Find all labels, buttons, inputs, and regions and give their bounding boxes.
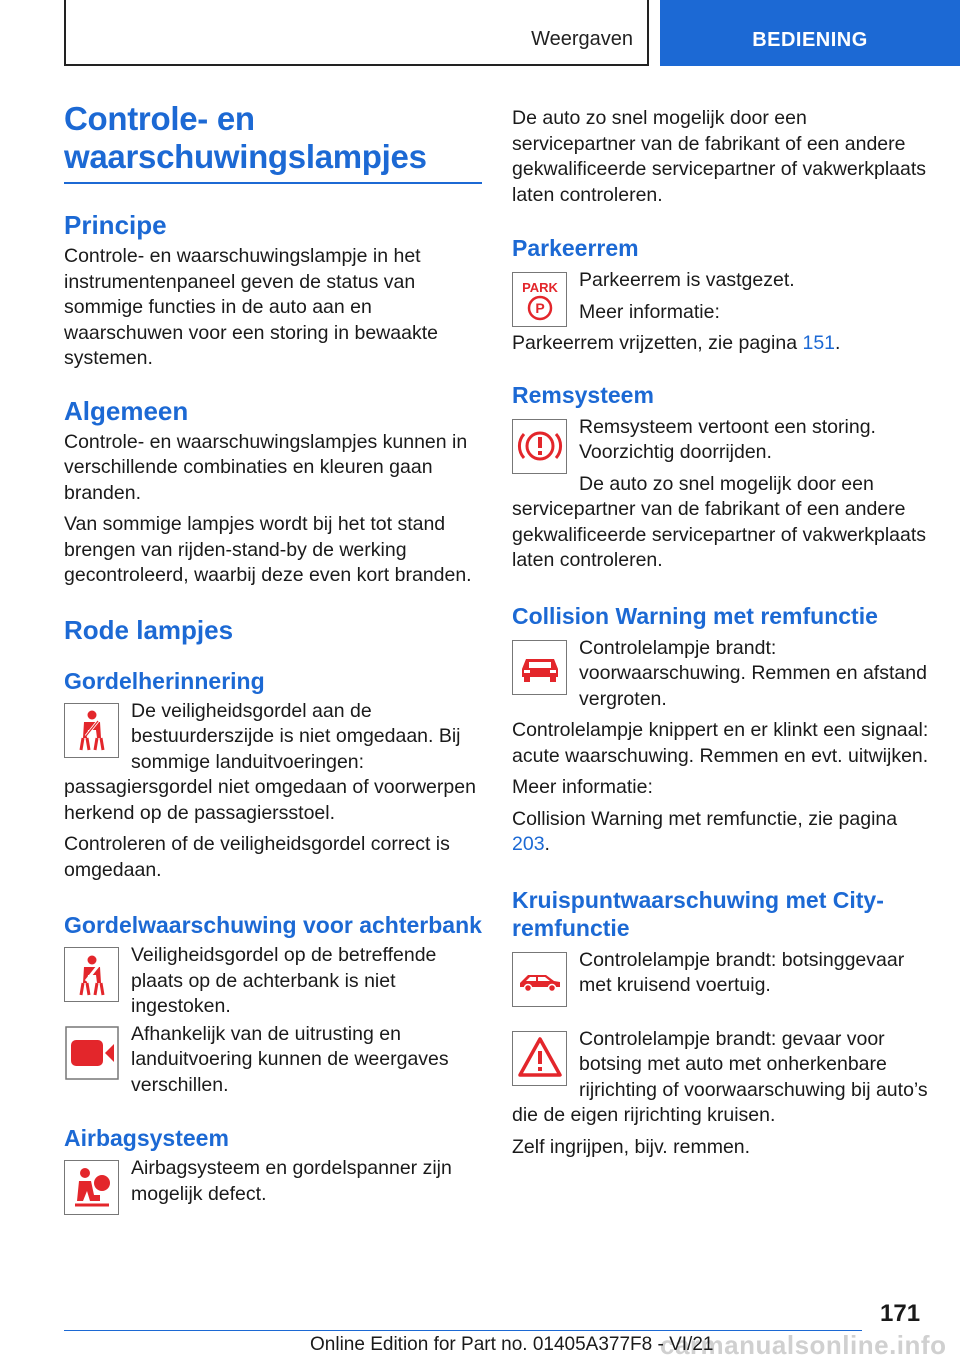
park-brake-icon — [512, 272, 567, 327]
page-number: 171 — [880, 1300, 921, 1327]
heading-gordelwaarschuwing: Gordelwaarschuwing voor achterbank — [64, 912, 482, 938]
rear-seatbelt-icon — [64, 947, 119, 1002]
heading-algemeen: Algemeen — [64, 395, 189, 426]
page-title: Controle- en waarschuwingslampjes — [64, 100, 427, 175]
text-principe: Controle- en waarschuwingslampje in het instrumentenpaneel geven de status van sommige functies in de auto aan en waarschuwen voor een storing in bewaakte systemen. — [64, 245, 438, 369]
text-kruispunt-2: Controlelampje brandt: gevaar voor botsing met auto met onherkenbare rijrichting of voorwaarschuwing bij auto’s die de eigen rijrichting kruisen. — [512, 1027, 928, 1126]
text-collision-4: Collision Warning met remfunctie, zie pagina 203. — [512, 807, 898, 855]
airbag-icon — [64, 1160, 119, 1215]
seatbelt-icon — [64, 703, 119, 758]
text-parkeerrem-3: Parkeerrem vrijzetten, zie pagina 151. — [512, 332, 841, 354]
entry-remsysteem — [512, 415, 932, 574]
header-frame — [64, 0, 649, 66]
heading-airbag: Airbagsysteem — [64, 1125, 229, 1151]
text-intro: De auto zo snel mogelijk door een servicepartner van de fabrikant of een andere gekwalificeerde servicepartner of vakwerkplaats laten controleren. — [512, 107, 927, 206]
heading-remsysteem: Remsysteem — [512, 381, 654, 408]
heading-collision: Collision Warning met remfunctie — [512, 602, 878, 629]
crossing-car-icon — [512, 952, 567, 1007]
heading-kruispunt: Kruispuntwaarschuwing met City-remfunctie — [512, 886, 884, 941]
text-gordelwaarschuwing-1: Veiligheidsgordel op de betreffende plaats op de achterbank is niet ingestoken. — [131, 944, 437, 1017]
collision-car-icon — [512, 640, 567, 695]
warning-triangle-icon — [512, 1031, 567, 1086]
entry-gordelherinnering — [64, 699, 482, 827]
text-remsysteem-1: Remsysteem vertoont een storing. Voorzichtig doorrijden. — [579, 415, 876, 463]
text-gordelherinnering-2: Controleren of de veiligheidsgordel correct is omgedaan. — [64, 833, 450, 881]
header-section: Weergaven — [531, 28, 633, 50]
text-collision-3: Meer informatie: — [512, 776, 653, 798]
text-gordelherinnering-1: De veiligheidsgordel aan de bestuurderszijde is niet omgedaan. Bij sommige landuitvoeringen: passagiersgordel niet omgedaan of voorwerpen herkend op de passagiersstoel. — [64, 699, 476, 824]
text-kruispunt-1: Controlelampje brandt: botsinggevaar met kruisend voertuig. — [579, 948, 905, 996]
brake-warning-icon — [512, 419, 567, 474]
title-rule — [64, 182, 482, 184]
text-collision-2: Controlelampje knippert en er klinkt een signaal: acute waarschuwing. Remmen en evt. uitwijken. — [512, 719, 929, 767]
entry-collision — [512, 636, 932, 770]
text-kruispunt-3: Zelf ingrijpen, bijv. remmen. — [512, 1135, 751, 1158]
entry-kruispunt-1 — [512, 948, 932, 1011]
edition-text: Online Edition for Part no. 01405A377F8 - VI/21 — [310, 1334, 714, 1355]
svg-text:PARK: PARK — [521, 279, 558, 295]
text-parkeerrem-1: Parkeerrem is vastgezet. — [579, 269, 795, 291]
watermark: carmanualsonline.info — [660, 1330, 947, 1360]
right-column — [512, 106, 932, 1160]
text-algemeen-2: Van sommige lampjes wordt bij het tot stand brengen van rijden-stand-by de werking gecontroleerd, waarbij deze even kort branden. — [64, 513, 472, 586]
text-algemeen-1: Controle- en waarschuwingslampjes kunnen in verschillende combinaties en kleuren gaan branden. — [64, 430, 468, 504]
entry-parkeerrem — [512, 268, 932, 357]
heading-parkeerrem: Parkeerrem — [512, 235, 639, 261]
entry-gordelwaarschuwing — [64, 943, 482, 1020]
link-page-151[interactable]: 151 — [802, 332, 836, 354]
entry-kruispunt-2 — [512, 1027, 932, 1129]
svg-text:P: P — [534, 299, 545, 316]
entry-airbag — [64, 1156, 482, 1219]
text-parkeerrem-2: Meer informatie: — [579, 300, 720, 323]
heading-principe: Principe — [64, 210, 167, 240]
text-remsysteem-2: De auto zo snel mogelijk door een servicepartner van de fabrikant of een andere gekwalificeerde servicepartner of vakwerkplaats laten controleren. — [512, 472, 927, 571]
header-chapter: BEDIENING — [660, 0, 960, 66]
text-collision-1: Controlelampje brandt: voorwaarschuwing. Remmen en afstand vergroten. — [579, 636, 927, 710]
rear-seat-indicator-icon — [64, 1026, 119, 1081]
heading-rode-lampjes: Rode lampjes — [64, 614, 234, 645]
left-column — [64, 100, 482, 1219]
text-airbag: Airbagsysteem en gordelspanner zijn mogelijk defect. — [131, 1157, 452, 1205]
entry-gordelwaarschuwing-2 — [64, 1022, 482, 1099]
heading-gordelherinnering: Gordelherinnering — [64, 667, 265, 694]
text-gordelwaarschuwing-2: Afhankelijk van de uitrusting en landuitvoering kunnen de weergaves verschillen. — [131, 1022, 449, 1096]
link-page-203[interactable]: 203 — [512, 833, 545, 855]
